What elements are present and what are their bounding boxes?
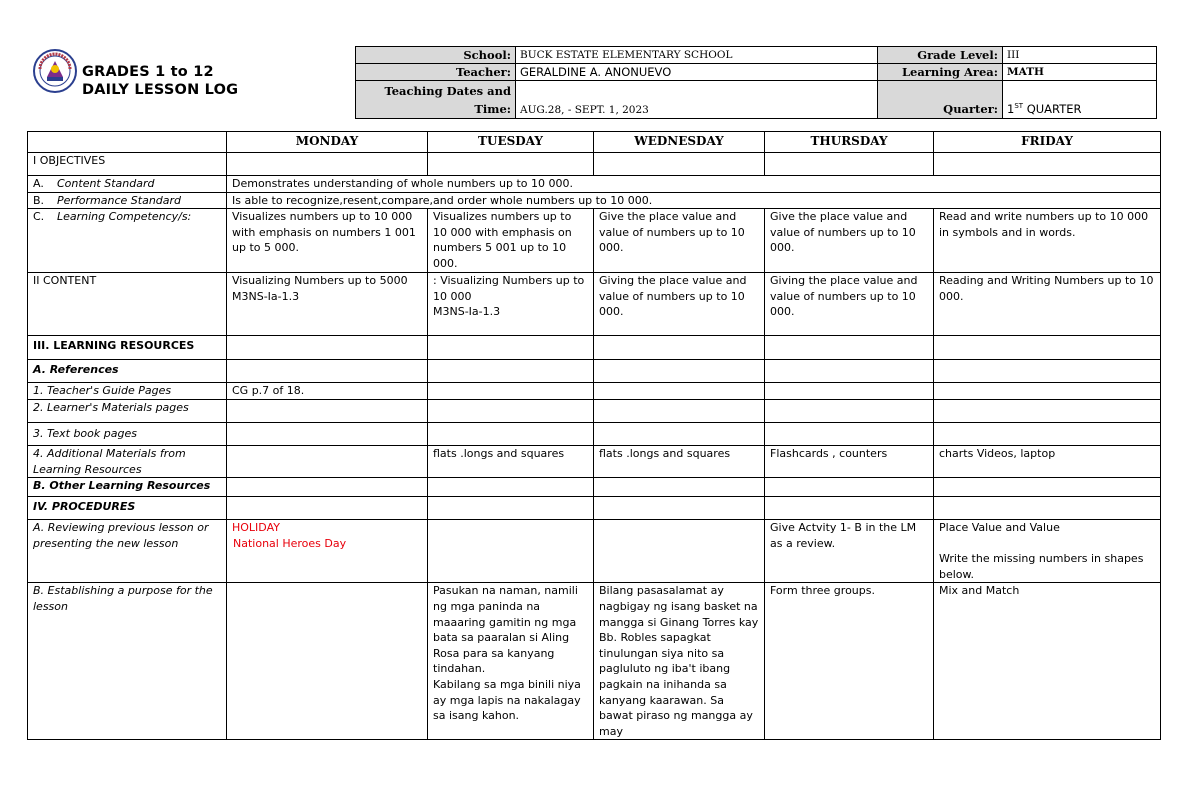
content-monday-code: M3NS-Ia-1.3 [232,289,300,303]
table-row [28,446,1161,478]
row-label-text: Learning Competency/s: [57,210,192,224]
content-standard-label [28,176,227,193]
content-standard-value: Demonstrates understanding of whole numbers up to 10 000. [227,176,1161,193]
holiday-note [227,520,428,583]
row-label-text: Performance Standard [57,193,182,207]
content-friday: Reading and Writing Numbers up to 10 000. [934,273,1161,336]
content-tuesday [428,273,594,336]
table-row [28,520,1161,583]
holiday-title: HOLIDAY [232,521,280,535]
teaching-dates-label [356,81,516,119]
content-tuesday-title: : Visualizing Numbers up to 10 000 [433,274,585,303]
table-row [28,583,1161,740]
purpose-tuesday-paragraph-1: Pasukan na naman, namili ng mga paninda na maaaring gamitin ng mga bata sa paaralan si Aling Rosa para sa kanyang tindahan. [433,584,578,676]
title-line-2: DAILY LESSON LOG [82,82,239,98]
teaching-dates-value: AUG.28, - SEPT. 1, 2023 [516,81,878,119]
objectives-heading: I OBJECTIVES [28,153,227,176]
quarter-word: QUARTER [1023,102,1082,116]
quarter-value [1003,81,1157,119]
lesson-log-table [27,131,1161,740]
purpose-tuesday [428,583,594,740]
teaching-dates-label-line2: Time: [474,102,511,116]
grade-level-value: III [1003,47,1157,64]
quarter-number: 1 [1007,102,1015,116]
school-label: School: [356,47,516,64]
day-header-thursday: THURSDAY [765,132,934,153]
teacher-value: GERALDINE A. ANONUEVO [516,64,878,81]
deped-seal-icon [33,47,77,95]
grade-level-label: Grade Level: [878,47,1003,64]
learning-resources-heading: III. LEARNING RESOURCES [28,336,227,360]
day-header-friday: FRIDAY [934,132,1161,153]
content-monday-title: Visualizing Numbers up to 5000 [232,274,408,288]
competency-tuesday: Visualizes numbers up to 10 000 with emphasis on numbers 5 001 up to 10 000. [428,209,594,273]
table-row [28,497,1161,520]
header-info-table [355,46,1157,119]
school-value: BUCK ESTATE ELEMENTARY SCHOOL [516,47,878,64]
title-line-1: GRADES 1 to 12 [82,64,214,80]
purpose-tuesday-paragraph-2: Kabilang sa mga binili niya ay mga lapis na nakalagay sa isang kahon. [433,677,581,723]
other-resources-heading: B. Other Learning Resources [28,478,227,497]
additional-materials-label: 4. Additional Materials from Learning Resources [28,446,227,478]
learning-area-value: MATH [1003,64,1157,81]
learning-competency-label [28,209,227,273]
table-row [28,383,1161,400]
reviewing-friday [934,520,1161,583]
item-number: B. [33,193,45,207]
day-header-wednesday: WEDNESDAY [594,132,765,153]
day-header-monday: MONDAY [227,132,428,153]
content-thursday: Giving the place value and value of numbers up to 10 000. [765,273,934,336]
references-heading: A. References [28,360,227,383]
teachers-guide-label: 1. Teacher's Guide Pages [28,383,227,400]
additional-wednesday: flats .longs and squares [594,446,765,478]
day-header-tuesday: TUESDAY [428,132,594,153]
content-wednesday: Giving the place value and value of numbers up to 10 000. [594,273,765,336]
learners-materials-label: 2. Learner's Materials pages [28,400,227,423]
performance-standard-value: Is able to recognize,resent,compare,and order whole numbers up to 10 000. [227,192,1161,209]
item-number: C. [33,210,45,224]
table-row [28,273,1161,336]
table-row [28,176,1161,193]
row-label-text: Content Standard [57,177,155,190]
content-tuesday-code: M3NS-Ia-1.3 [433,305,501,319]
reviewing-thursday: Give Actvity 1- B in the LM as a review. [765,520,934,583]
table-row [28,478,1161,497]
reviewing-friday-instruction: Write the missing numbers in shapes below. [939,551,1144,581]
teaching-dates-label-line1: Teaching Dates and [384,84,511,98]
item-number: A. [33,177,44,190]
additional-tuesday: flats .longs and squares [428,446,594,478]
corner-cell [28,132,227,153]
table-row [28,400,1161,423]
additional-friday: charts Videos, laptop [934,446,1161,478]
day-header-row [28,132,1161,153]
table-row [28,336,1161,360]
reviewing-label: A. Reviewing previous lesson or presenting the new lesson [28,520,227,583]
table-row [28,360,1161,383]
table-row [28,153,1161,176]
holiday-name: National Heroes Day [233,536,347,550]
purpose-wednesday: Bilang pasasalamat ay nagbigay ng isang basket na mangga si Ginang Torres kay Bb. Robles sapagkat tinulungan siya nito sa pagluluto ng iba't ibang pagkain na inihanda sa kanyang kaarawan. Sa bawat piraso ng mangga ay may [594,583,765,740]
reviewing-friday-title: Place Value and Value [939,521,1060,535]
performance-standard-label [28,192,227,209]
quarter-label: Quarter: [878,81,1003,119]
table-row [28,209,1161,273]
procedures-heading: IV. PROCEDURES [28,497,227,520]
competency-wednesday: Give the place value and value of numbers up to 10 000. [594,209,765,273]
purpose-friday: Mix and Match [934,583,1161,740]
competency-monday: Visualizes numbers up to 10 000 with emphasis on numbers 1 001 up to 5 000. [227,209,428,273]
purpose-thursday: Form three groups. [765,583,934,740]
document-title [82,63,238,99]
purpose-label: B. Establishing a purpose for the lesson [28,583,227,740]
competency-thursday: Give the place value and value of numbers up to 10 000. [765,209,934,273]
teachers-guide-monday: CG p.7 of 18. [227,383,428,400]
content-monday [227,273,428,336]
additional-thursday: Flashcards , counters [765,446,934,478]
quarter-suffix: ST [1014,102,1024,111]
teacher-label: Teacher: [356,64,516,81]
learning-area-label: Learning Area: [878,64,1003,81]
table-row [28,192,1161,209]
textbook-label: 3. Text book pages [28,423,227,446]
table-row [28,423,1161,446]
content-heading: II CONTENT [28,273,227,336]
competency-friday: Read and write numbers up to 10 000 in symbols and in words. [934,209,1161,273]
